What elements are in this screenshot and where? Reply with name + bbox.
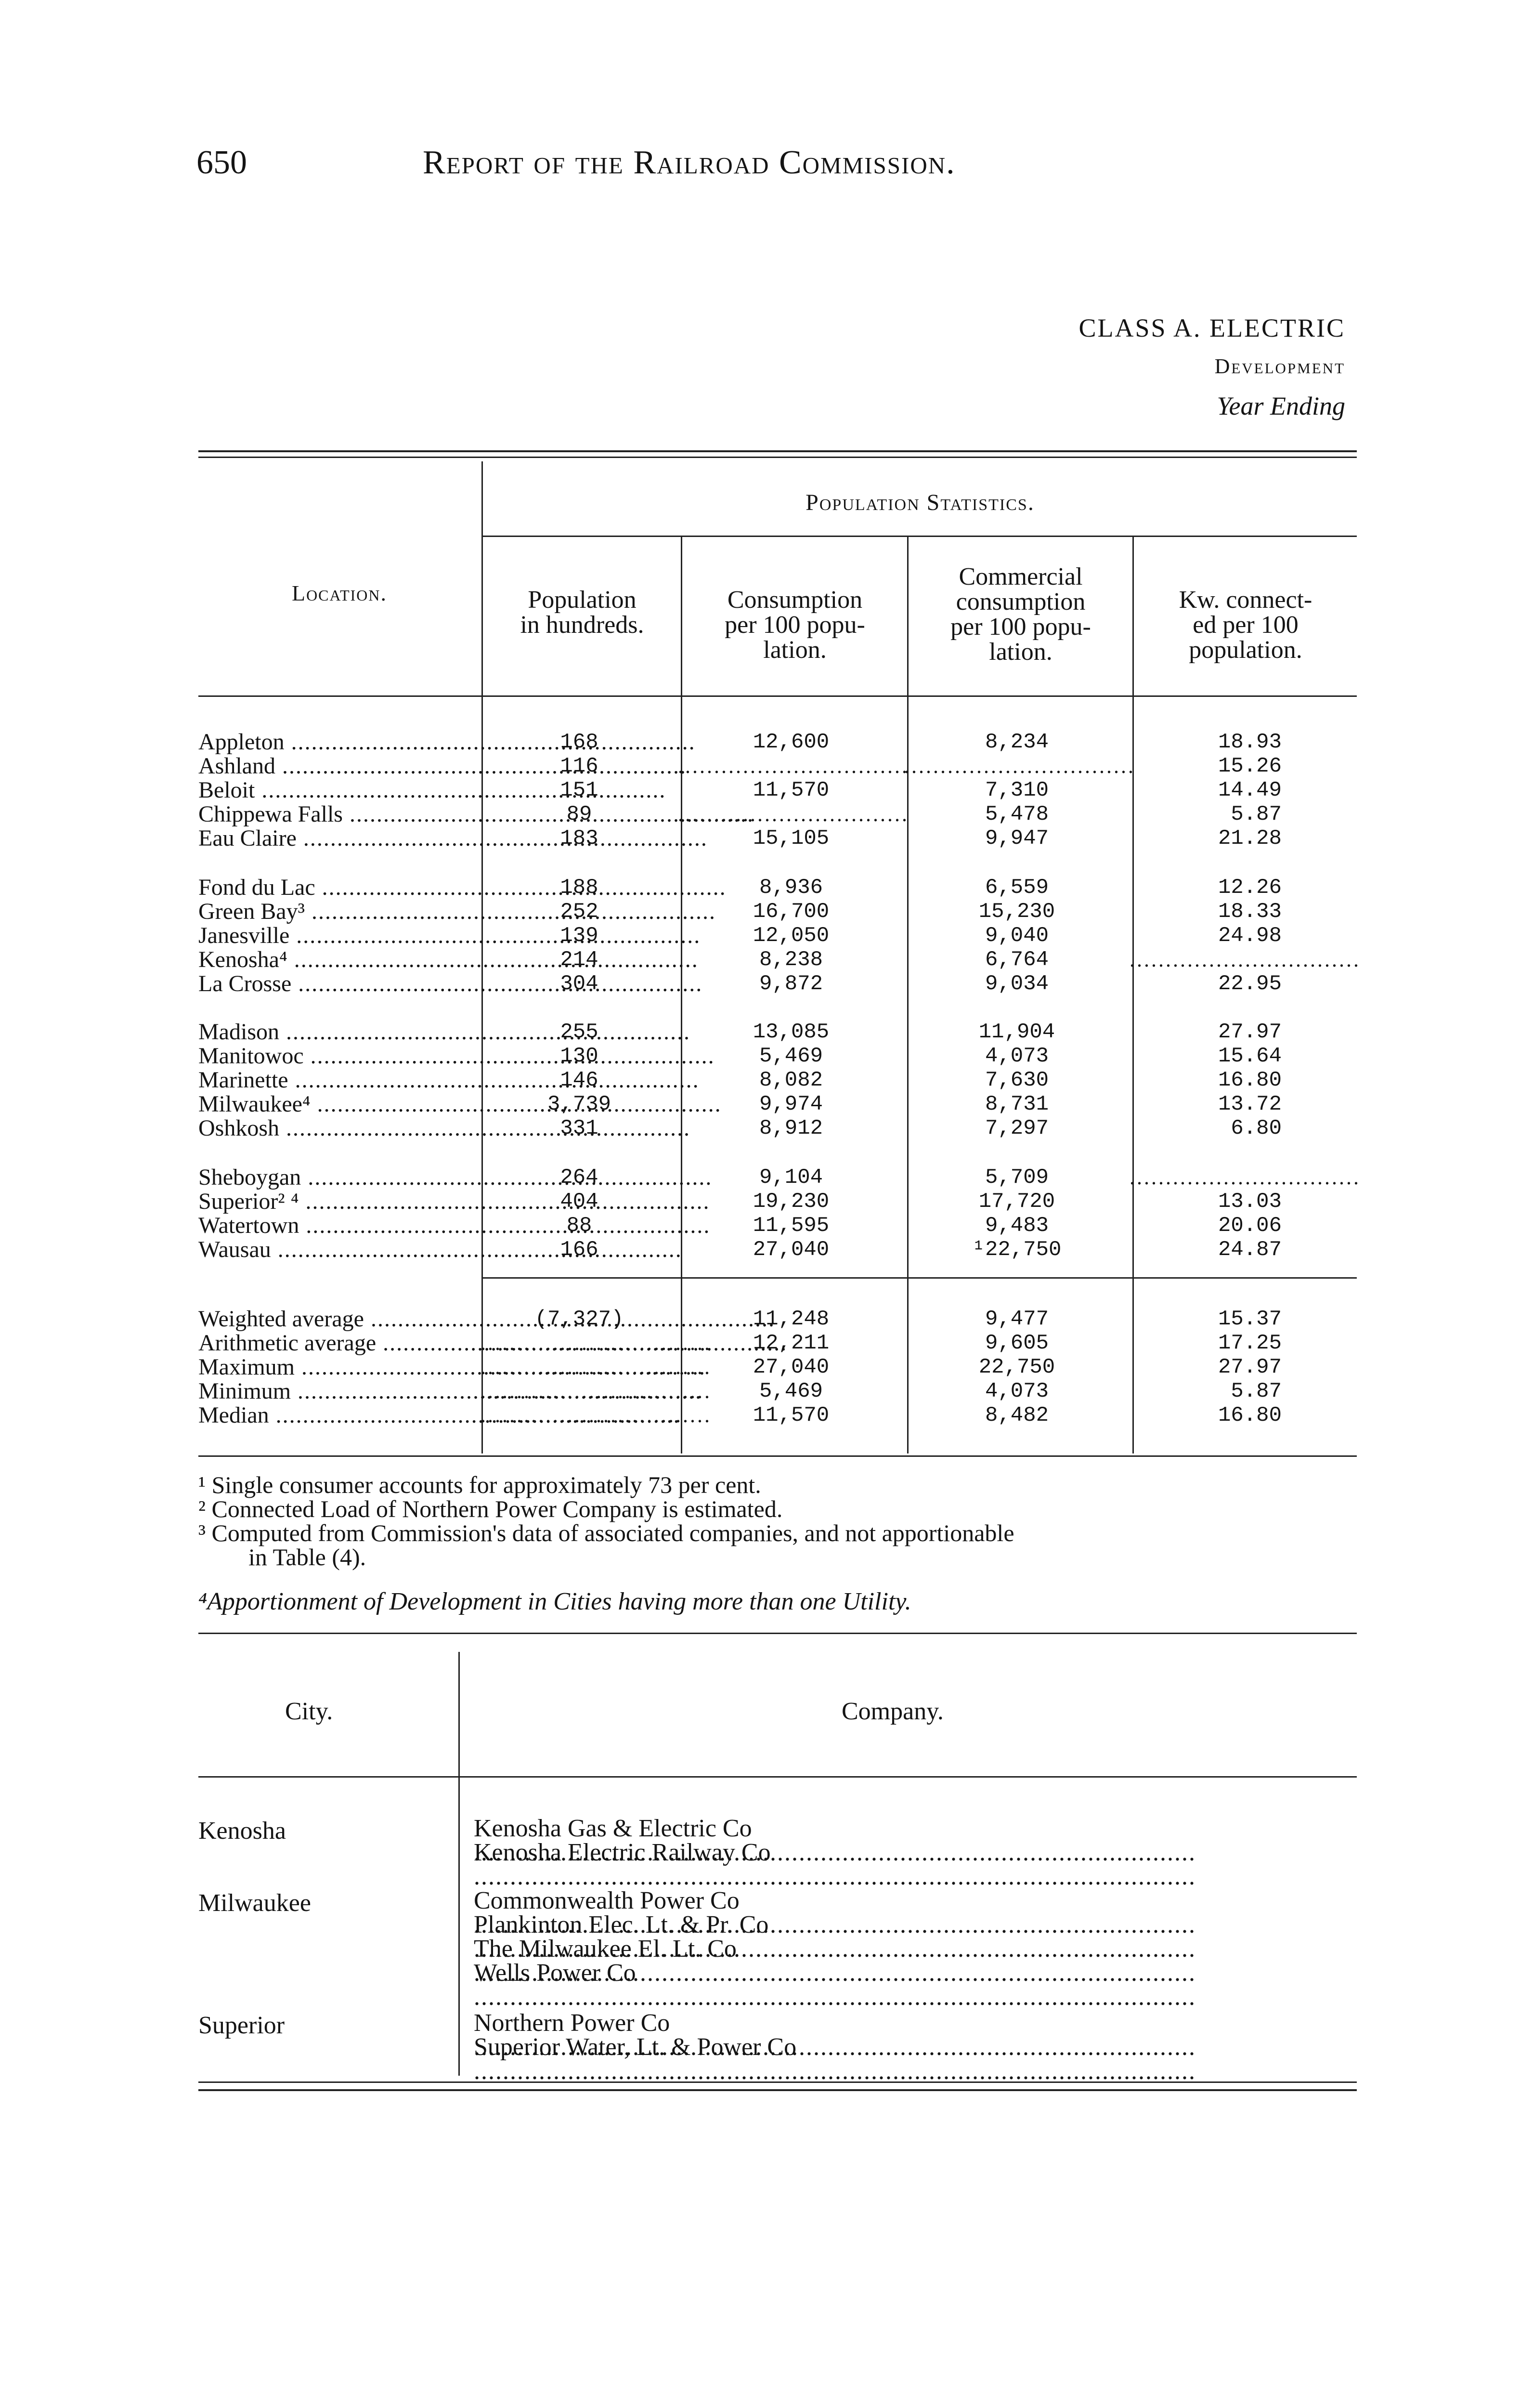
company-item: Plankinton Elec. Lt. & Pr. Co <box>474 1911 769 1938</box>
consumption-header-line: per 100 popu- <box>725 611 865 639</box>
city-header: City. <box>285 1698 333 1725</box>
table-row <box>198 947 1361 972</box>
table-row <box>198 1044 1354 1068</box>
location-cell: Janesville ..... <box>198 924 481 948</box>
consumption-cell: 11,570 <box>753 778 830 802</box>
population-cell: (7,327) <box>534 1307 624 1331</box>
table-group-4 <box>198 1165 1361 1262</box>
commercial-consumption-cell: ¹22,750 <box>972 1238 1062 1262</box>
consumption-cell: 8,082 <box>759 1068 823 1092</box>
population-cell: 139 <box>560 924 598 948</box>
totals-separator-rule <box>481 1277 1357 1279</box>
table-row <box>198 1403 1354 1427</box>
commercial-header-line: consumption <box>956 588 1086 615</box>
commercial-consumption-cell: 15,230 <box>978 900 1055 924</box>
table2-column-divider <box>458 1652 460 2076</box>
city-kenosha: Kenosha <box>198 1817 286 1845</box>
population-cell: 331 <box>560 1116 598 1140</box>
location-cell: Minimum ..... <box>198 1379 481 1403</box>
consumption-cell: 8,936 <box>759 876 823 900</box>
commercial-consumption-cell: 9,947 <box>985 826 1049 851</box>
kw-connected-cell: 18.93 <box>1218 730 1282 754</box>
location-cell: Sheboygan ..... <box>198 1165 481 1190</box>
table-row <box>198 972 1354 996</box>
company-item: Kenosha Gas & Electric Co <box>474 1815 752 1842</box>
table-top-rule <box>198 450 1357 452</box>
population-cell: 304 <box>560 972 598 996</box>
kw-connected-cell: 27.97 <box>1218 1020 1282 1044</box>
commercial-consumption-cell: 4,073 <box>985 1044 1049 1068</box>
consumption-cell: 15,105 <box>753 826 830 851</box>
commercial-consumption-cell: 7,297 <box>985 1116 1049 1140</box>
consumption-cell: ................................ <box>678 754 909 778</box>
companies-superior-2 <box>474 2035 1369 2083</box>
table-row <box>198 754 1354 778</box>
commercial-consumption-cell: 5,478 <box>985 802 1049 826</box>
kw-header-line: Kw. connect- <box>1179 586 1312 614</box>
kw-connected-cell: 5.87 <box>1231 1379 1282 1403</box>
consumption-cell: 27,040 <box>753 1238 830 1262</box>
kw-connected-cell: 12.26 <box>1218 876 1282 900</box>
commercial-consumption-cell: 5,709 <box>985 1165 1049 1190</box>
kw-connected-cell: 24.98 <box>1218 924 1282 948</box>
population-cell: 188 <box>560 876 598 900</box>
commercial-consumption-cell: 8,482 <box>985 1403 1049 1427</box>
population-cell: 116 <box>560 754 598 778</box>
table-row <box>198 924 1354 948</box>
kw-connected-cell: 21.28 <box>1218 826 1282 851</box>
population-cell: 404 <box>560 1190 598 1214</box>
table-row <box>198 1238 1354 1262</box>
commercial-consumption-cell: 11,904 <box>978 1020 1055 1044</box>
kw-connected-cell: 22.95 <box>1218 972 1282 996</box>
table2-bottom-rule-2 <box>198 2089 1357 2091</box>
table-row <box>198 826 1354 851</box>
kw-connected-cell: 14.49 <box>1218 778 1282 802</box>
consumption-cell: 12,600 <box>753 730 830 754</box>
population-cell: 183 <box>560 826 598 851</box>
page-number: 650 <box>196 144 247 181</box>
year-heading: Year Ending <box>1217 392 1345 420</box>
commercial-consumption-cell: 7,310 <box>985 778 1049 802</box>
population-statistics-header: Population Statistics. <box>805 490 1035 515</box>
consumption-cell: 12,050 <box>753 924 830 948</box>
consumption-cell: 8,912 <box>759 1116 823 1140</box>
commercial-consumption-cell: 6,764 <box>985 948 1049 972</box>
location-cell: Weighted average ..... <box>198 1307 481 1331</box>
kw-connected-cell: ................................ <box>1130 948 1361 971</box>
table-row <box>198 1020 1354 1044</box>
population-header-line: Population <box>528 586 637 614</box>
kw-connected-cell: 20.06 <box>1218 1214 1282 1238</box>
commercial-consumption-cell: 8,234 <box>985 730 1049 754</box>
kw-connected-cell: 6.80 <box>1231 1116 1282 1140</box>
commercial-consumption-cell: 8,731 <box>985 1092 1049 1116</box>
table-group-2 <box>198 875 1361 996</box>
population-cell: 88 <box>566 1214 592 1238</box>
table2-header-rule <box>198 1776 1357 1778</box>
consumption-cell: 9,104 <box>759 1165 823 1190</box>
location-cell: Kenosha⁴ ..... <box>198 948 481 972</box>
consumption-cell: 11,570 <box>753 1403 830 1427</box>
kw-connected-cell: 27.97 <box>1218 1355 1282 1379</box>
location-cell: Watertown ..... <box>198 1214 481 1238</box>
location-cell: Fond du Lac ..... <box>198 876 481 900</box>
table-row <box>198 1116 1354 1140</box>
population-cell: 151 <box>560 778 598 802</box>
consumption-cell: 11,595 <box>753 1214 830 1238</box>
company-item: Northern Power Co <box>474 2009 670 2037</box>
commercial-consumption-cell: 6,559 <box>985 876 1049 900</box>
kw-connected-cell: 16.80 <box>1218 1403 1282 1427</box>
kw-header-line: population. <box>1189 636 1302 664</box>
commercial-header-line: Commercial <box>959 563 1083 590</box>
location-cell: Madison ..... <box>198 1020 481 1044</box>
table2-top-rule <box>198 1633 1357 1634</box>
city-milwaukee: Milwaukee <box>198 1889 311 1917</box>
commercial-consumption-cell: 9,477 <box>985 1307 1049 1331</box>
group-header-rule <box>481 536 1357 537</box>
location-header: Location. <box>291 581 388 605</box>
company-item: Commonwealth Power Co <box>474 1887 740 1914</box>
commercial-consumption-header <box>909 564 1132 665</box>
kw-connected-cell: 17.25 <box>1218 1331 1282 1355</box>
population-cell: 166 <box>560 1238 598 1262</box>
commercial-consumption-cell: 7,630 <box>985 1068 1049 1092</box>
header-bottom-rule <box>198 695 1357 697</box>
table-row <box>198 730 1354 754</box>
kw-connected-cell: ................................ <box>1130 1165 1361 1189</box>
commercial-consumption-cell: 9,034 <box>985 972 1049 996</box>
location-cell: Manitowoc ..... <box>198 1044 481 1068</box>
population-header <box>483 588 681 638</box>
population-cell: 130 <box>560 1044 598 1068</box>
company-header: Company. <box>842 1698 944 1725</box>
location-cell: Marinette ..... <box>198 1068 481 1092</box>
running-head: Report of the Railroad Commission. <box>423 144 956 181</box>
footnote-3-continued: in Table (4). <box>248 1544 366 1570</box>
location-cell: Arithmetic average ..... <box>198 1331 481 1355</box>
population-cell: 3,739 <box>547 1092 611 1116</box>
kw-connected-cell: 24.87 <box>1218 1238 1282 1262</box>
company-item: Kenosha Electric Railway Co <box>474 1839 771 1866</box>
table-row <box>198 1092 1354 1116</box>
companies-milwaukee-4 <box>474 1961 1369 2009</box>
table-row <box>198 876 1354 900</box>
table-bottom-rule <box>198 1455 1357 1457</box>
consumption-cell: 12,211 <box>753 1331 830 1355</box>
location-cell: Median ..... <box>198 1403 481 1427</box>
kw-header-line: ed per 100 <box>1193 611 1299 639</box>
commercial-consumption-cell: 9,040 <box>985 924 1049 948</box>
footnote-3: ³ Computed from Commission's data of associated companies, and not apportionable <box>198 1519 1014 1546</box>
table-row <box>198 1331 1354 1355</box>
location-cell: Wausau ..... <box>198 1238 481 1262</box>
commercial-consumption-cell: 22,750 <box>978 1355 1055 1379</box>
commercial-consumption-cell: 9,605 <box>985 1331 1049 1355</box>
commercial-header-line: lation. <box>989 638 1052 666</box>
population-cell: ................................ <box>481 1379 712 1403</box>
commercial-consumption-cell: ................................ <box>904 754 1135 778</box>
kw-connected-cell: 15.26 <box>1218 754 1282 778</box>
consumption-cell: 5,469 <box>759 1044 823 1068</box>
consumption-cell: 16,700 <box>753 900 830 924</box>
table-row <box>198 802 1354 826</box>
kw-connected-cell: 16.80 <box>1218 1068 1282 1092</box>
population-cell: ................................ <box>481 1355 712 1379</box>
kw-connected-cell: 15.37 <box>1218 1307 1282 1331</box>
table-row <box>198 1214 1354 1238</box>
companies-kenosha-2 <box>474 1841 1369 1889</box>
consumption-cell: 13,085 <box>753 1020 830 1044</box>
consumption-cell: 8,238 <box>759 948 823 972</box>
consumption-header-line: lation. <box>763 636 827 664</box>
population-cell: 252 <box>560 900 598 924</box>
population-cell: 214 <box>560 948 598 972</box>
location-cell: Chippewa Falls ..... <box>198 802 481 826</box>
kw-connected-cell: 18.33 <box>1218 900 1282 924</box>
consumption-cell: 9,872 <box>759 972 823 996</box>
table-row <box>198 1307 1354 1331</box>
kw-connected-header <box>1134 588 1357 663</box>
population-header-line: in hundreds. <box>520 611 644 639</box>
population-cell: 146 <box>560 1068 598 1092</box>
population-cell: 168 <box>560 730 598 754</box>
population-cell: 89 <box>566 802 592 826</box>
consumption-header <box>683 588 907 663</box>
table-row <box>198 1355 1354 1379</box>
footnote-2: ² Connected Load of Northern Power Company is estimated. <box>198 1495 783 1522</box>
company-item: The Milwaukee El. Lt. Co <box>474 1935 737 1963</box>
company-item: Wells Power Co <box>474 1959 636 1987</box>
consumption-cell: 11,248 <box>753 1307 830 1331</box>
location-cell: Eau Claire ..... <box>198 826 481 851</box>
table-row <box>198 1165 1361 1190</box>
consumption-header-line: Consumption <box>727 586 863 614</box>
population-cell: 255 <box>560 1020 598 1044</box>
location-cell: Oshkosh ..... <box>198 1116 481 1140</box>
table-top-rule-2 <box>198 457 1357 458</box>
location-cell: Ashland ..... <box>198 754 481 778</box>
city-superior: Superior <box>198 2012 285 2039</box>
location-cell: Milwaukee⁴ ..... <box>198 1092 481 1116</box>
development-heading: Development <box>1214 354 1345 378</box>
consumption-cell: 27,040 <box>753 1355 830 1379</box>
table-group-3 <box>198 1020 1354 1140</box>
table-group-summary <box>198 1307 1354 1427</box>
location-cell: Green Bay³ ..... <box>198 900 481 924</box>
kw-connected-cell: 15.64 <box>1218 1044 1282 1068</box>
location-cell: Appleton ..... <box>198 730 481 754</box>
footnotes <box>198 1473 1364 1569</box>
table-row <box>198 1190 1354 1214</box>
commercial-consumption-cell: 17,720 <box>978 1190 1055 1214</box>
population-cell: ................................ <box>481 1403 712 1427</box>
table-row <box>198 1068 1354 1092</box>
class-heading: CLASS A. ELECTRIC <box>1078 314 1345 342</box>
table-group-1 <box>198 730 1354 851</box>
kw-connected-cell: 5.87 <box>1231 802 1282 826</box>
apportionment-caption: ⁴Apportionment of Development in Cities having more than one Utility. <box>198 1588 911 1615</box>
company-item: Superior Water, Lt. & Power Co <box>474 2033 797 2061</box>
consumption-cell: 5,469 <box>759 1379 823 1403</box>
commercial-header-line: per 100 popu- <box>950 613 1091 641</box>
population-cell: 264 <box>560 1165 598 1190</box>
kw-connected-cell: 13.03 <box>1218 1190 1282 1214</box>
consumption-cell: 9,974 <box>759 1092 823 1116</box>
location-cell: Superior² ⁴ ..... <box>198 1190 481 1214</box>
location-cell: Maximum ..... <box>198 1355 481 1379</box>
kw-connected-cell: 13.72 <box>1218 1092 1282 1116</box>
location-cell: Beloit ..... <box>198 778 481 802</box>
table-row <box>198 900 1354 924</box>
commercial-consumption-cell: 9,483 <box>985 1214 1049 1238</box>
commercial-consumption-cell: 4,073 <box>985 1379 1049 1403</box>
population-cell: ................................ <box>481 1331 712 1355</box>
footnote-1: ¹ Single consumer accounts for approximately 73 per cent. <box>198 1471 761 1498</box>
consumption-cell: 19,230 <box>753 1190 830 1214</box>
consumption-cell: ................................ <box>678 802 909 826</box>
location-cell: La Crosse ..... <box>198 972 481 996</box>
table-row <box>198 778 1354 802</box>
table-row <box>198 1379 1354 1403</box>
